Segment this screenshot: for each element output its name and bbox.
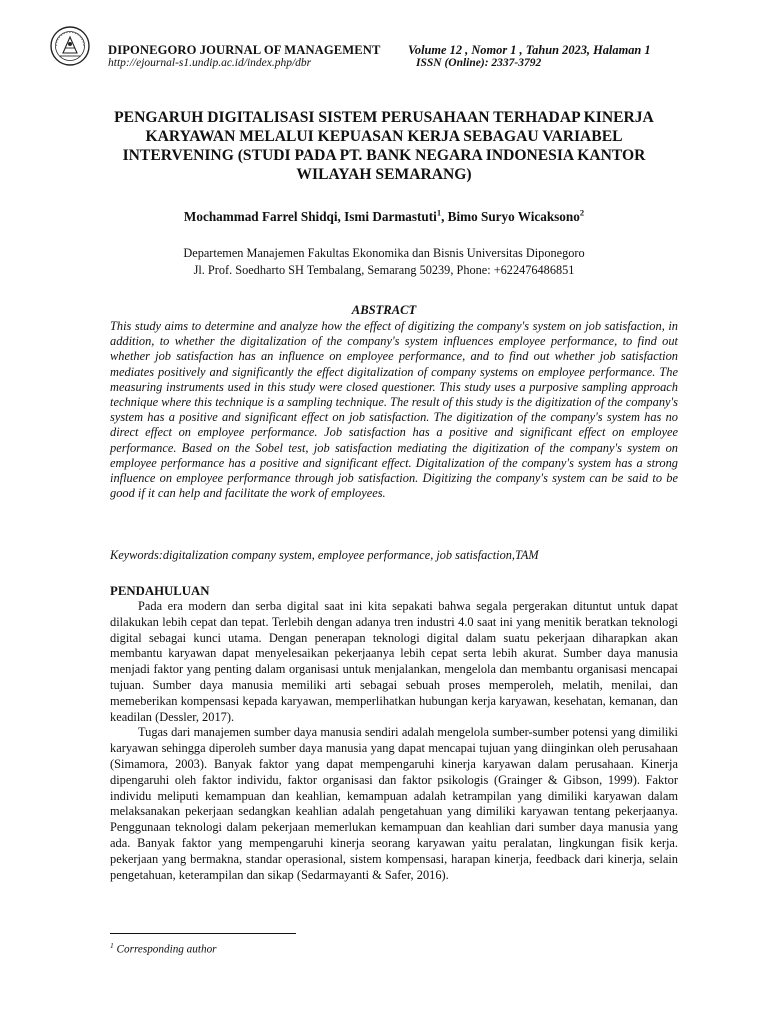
abstract-heading: ABSTRACT — [351, 303, 417, 317]
university-seal-icon — [50, 26, 90, 66]
abstract-text: This study aims to determine and analyze how the effect of digitizing the company's system on job satisfaction, in addition, to whether the digitalization of the company's system influences employee performance, to find out whether job satisfaction has an influence on employee performance, and to find out whether job satisfaction mediates positively and significantly the effect digitalization of company systems on employee performance. The measuring instruments used in this study were closed questioner. This study uses a purposive sampling approach technique where this technique is a sampling technique. The result of this study is the digitization of the company's system has a positive and significant effect on job satisfaction. The digitization of the company's system has no direct effect on employee performance. Job satisfaction has a positive and significant effect on employee performance. Based on the Sobel test, job satisfaction mediating the digitization of the company's system on employee performance has a positive and significant effect. Digitalization of the company's system has a strong influence on employee performance through job satisfaction. Digitizing the company's system can be said to be good if it can help and facilitate the work of employees. — [110, 319, 678, 501]
author-footnote-mark: 1 — [436, 207, 442, 218]
issn: ISSN (Online): 2337-3792 — [416, 57, 542, 69]
author-list — [60, 208, 708, 225]
footnote-divider — [110, 933, 296, 934]
section-heading: PENDAHULUAN — [110, 584, 210, 598]
author-footnote-mark: 2 — [579, 207, 585, 218]
volume-info: Volume 12 , Nomor 1 , Tahun 2023, Halaman 1 — [408, 43, 651, 57]
author-name: Mochammad Farrel Shidqi — [183, 209, 338, 224]
journal-url[interactable]: http://ejournal-s1.undip.ac.id/index.php/dbr — [108, 57, 312, 69]
keywords: Keywords:digitalization company system, employee performance, job satisfaction,TAM — [110, 548, 539, 562]
footnote-text: Corresponding author — [113, 943, 217, 956]
author-name: Bimo Suryo Wicaksono — [447, 209, 580, 224]
journal-name: DIPONEGORO JOURNAL OF MANAGEMENT — [108, 43, 381, 57]
footnote — [110, 941, 217, 956]
author-separator: , — [441, 209, 448, 224]
author-separator: , — [337, 209, 345, 224]
affiliation-address: Jl. Prof. Soedharto SH Tembalang, Semarang 50239, Phone: +622476486851 — [193, 263, 575, 277]
footnote-mark: 1 — [110, 941, 114, 950]
paragraph: Tugas dari manajemen sumber daya manusia sendiri adalah mengelola sumber-sumber potensi yang dimiliki karyawan sehingga diperoleh sumber daya manusia yang dapat mencapai tujuan yang diinginkan oleh perusahaan (Simamora, 2003). Banyak faktor yang dapat mempengaruhi kinerja karyawan dalam perusahaan. Kinerja dipengaruhi oleh faktor individu, faktor organisasi dan faktor psikologis (Grainger & Gibson, 1999). Faktor individu meliputi kemampuan dan keahlian, kemampuan adalah ketrampilan yang dimiliki karyawan dalam melaksanakan pekerjaan sedangkan keahlian adalah pengetahuan yang dimiliki karyawan tentang pekerjaanya. Penggunaan teknologi dalam pekerjaan memerlukan kemampuan dan keahlian dari sumber daya manusia yang ada. Banyak faktor yang mempengaruhi kinerja seorang karyawan yaitu peralatan, lingkungan fisik kerja. pekerjaan yang bermakna, standar operasional, sistem kompensasi, harapan kinerja, feedback dari kinerja, selain pengetahuan, keterampilan dan sikap (Sedarmayanti & Safer, 2016). — [110, 725, 678, 882]
paragraph: Pada era modern dan serba digital saat ini kita sepakati bahwa segala pergerakan dituntut untuk dapat dilakukan lebih cepat dan tepat. Terlebih dengan adanya tren industri 4.0 saat ini yang menitik beratkan teknologi digital sebagai kunci utama. Dengan penerapan teknologi digital dalam suatu pekerjaan diharapkan akan membantu karyawan dapat menyelesaikan pekerjaanya lebih cepat serta lebih akurat. Sumber daya manusia menjadi faktor yang penting dalam organisasi untuk menjalankan, mengelola dan membantu organisasi mencapai tujuan. Sumber daya manusia memiliki arti sebagai sebuah proses memperoleh, melatih, menilai, dan memeberikan kompensasi kepada karyawan, memperlihatkan hubungan kerja karyawan, kesehatan, kemanan, dan keadilan (Dessler, 2017). — [110, 599, 678, 724]
author-name: Ismi Darmastuti — [344, 209, 437, 224]
paper-title: PENGARUH DIGITALISASI SISTEM PERUSAHAAN TERHADAP KINERJA KARYAWAN MELALUI KEPUASAN KERJA SEBAGAU VARIABEL INTERVENING (STUDI PADA PT. BANK NEGARA INDONESIA KANTOR WILAYAH SEMARANG) — [114, 109, 654, 183]
section-body — [110, 599, 678, 883]
affiliation — [60, 245, 708, 279]
affiliation-department: Departemen Manajemen Fakultas Ekonomika dan Bisnis Universitas Diponegoro — [183, 246, 585, 260]
